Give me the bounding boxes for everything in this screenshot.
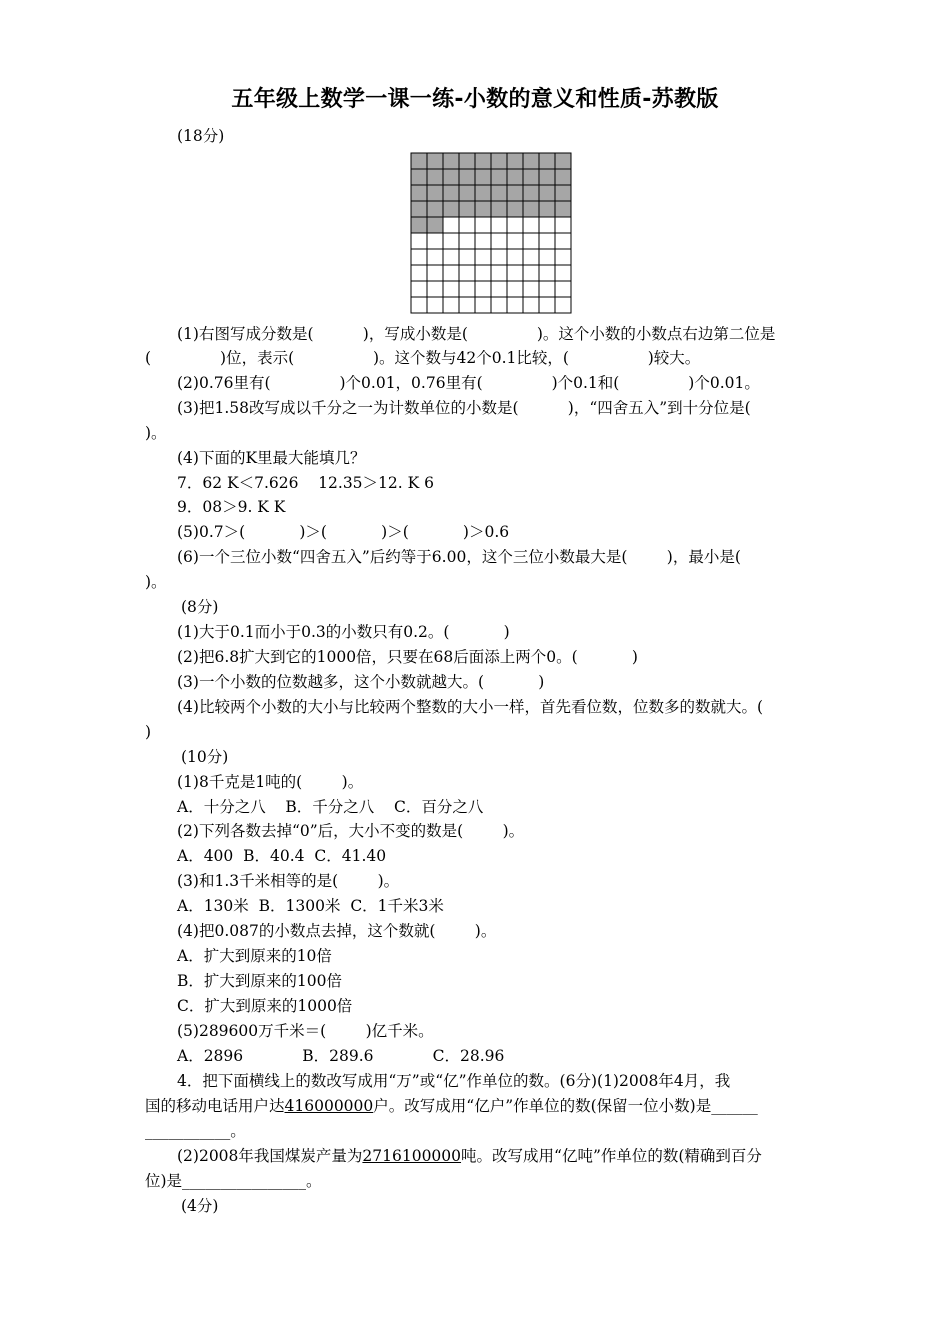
s4-line4-suffix: 吨。改写成用“亿吨”作单位的数(精确到百分 [461,1147,762,1165]
grid-cell [427,249,443,265]
shaded-cell [427,169,443,185]
s1-q4-item2: 9．08＞9. K K [177,498,286,516]
shaded-cell [411,185,427,201]
grid-cell [459,265,475,281]
shaded-cell [427,217,443,233]
grid-cell [443,297,459,313]
shaded-cell [475,201,491,217]
s4-line1: 4．把下面横线上的数改写成用“万”或“亿”作单位的数。(6分)(1)2008年4月，我 [177,1072,731,1090]
s4-line2-suffix: 户。改写成用“亿户”作单位的数(保留一位小数)是______ [373,1097,758,1115]
grid-cell [475,265,491,281]
shaded-cell [555,169,571,185]
grid-cell [507,297,523,313]
coal-output-number: 2716100000 [362,1147,462,1165]
s3-q3-options: A．130米 B．1300米 C．1千米3米 [177,897,444,915]
grid-cell [459,281,475,297]
shaded-cell [507,185,523,201]
s2-q4-line2: ) [145,723,152,741]
s3-q3: (3)和1.3千米相等的是( )。 [177,872,400,890]
section5-score: (4分) [181,1197,219,1215]
grid-cell [475,249,491,265]
shaded-cell [491,201,507,217]
grid-cell [475,281,491,297]
s3-q1: (1)8千克是1吨的( )。 [177,773,364,791]
grid-cell [411,281,427,297]
shaded-cell [555,201,571,217]
s3-q2: (2)下列各数去掉“0”后，大小不变的数是( )。 [177,822,525,840]
grid-cell [523,297,539,313]
grid-cell [443,233,459,249]
shaded-cell [443,153,459,169]
shaded-cell [475,153,491,169]
grid-cell [539,249,555,265]
s4-line3: ___________。 [145,1122,246,1140]
shaded-cell [411,201,427,217]
shaded-cell [475,169,491,185]
grid-cell [427,297,443,313]
s1-q4: (4)下面的K里最大能填几？ [177,449,366,467]
s1-q1-line1: (1)右图写成分数是( )，写成小数是( )。这个小数的小数点右边第二位是 [177,325,776,343]
grid-cell [507,233,523,249]
s3-q2-options: A．400 B．40.4 C．41.40 [177,847,387,865]
hundred-grid [410,152,574,316]
grid-cell [507,217,523,233]
shaded-cell [443,185,459,201]
s4-line2-prefix: 国的移动电话用户达 [145,1097,285,1115]
shaded-cell [459,201,475,217]
grid-cell [443,281,459,297]
grid-cell [491,217,507,233]
grid-cell [523,249,539,265]
shaded-cell [539,153,555,169]
shaded-cell [411,169,427,185]
shaded-cell [507,169,523,185]
grid-cell [507,265,523,281]
shaded-cell [443,201,459,217]
grid-cell [539,217,555,233]
s2-q1: (1)大于0.1而小于0.3的小数只有0.2。( ) [177,623,510,641]
shaded-cell [427,201,443,217]
grid-cell [459,249,475,265]
grid-cell [523,281,539,297]
shaded-cell [475,185,491,201]
s1-q6-line1: (6)一个三位小数“四舍五入”后约等于6.00，这个三位小数最大是( )，最小是( [177,548,741,566]
s4-line5: 位)是________________。 [145,1172,322,1190]
grid-cell [523,217,539,233]
grid-cell [539,281,555,297]
grid-cell [555,233,571,249]
s4-line2 [145,1096,810,1116]
shaded-cell [539,185,555,201]
s1-q3-line1: (3)把1.58改写成以千分之一为计数单位的小数是( )，“四舍五入”到十分位是( [177,399,751,417]
shaded-cell [427,185,443,201]
shaded-cell [443,169,459,185]
shaded-cell [555,153,571,169]
s1-q5: (5)0.7＞( )＞( )＞( )＞0.6 [177,523,510,541]
section1-score: (18分) [177,127,225,145]
grid-cell [555,297,571,313]
grid-cell [539,297,555,313]
s1-q3-line2: )。 [145,424,167,442]
shaded-cell [555,185,571,201]
shaded-cell [491,153,507,169]
grid-cell [539,233,555,249]
grid-cell [411,233,427,249]
s4-line4-prefix: (2)2008年我国煤炭产量为 [177,1147,363,1165]
grid-cell [427,265,443,281]
grid-cell [427,281,443,297]
shaded-cell [411,153,427,169]
grid-cell [491,297,507,313]
grid-cell [459,297,475,313]
grid-cell [491,233,507,249]
shaded-cell [507,201,523,217]
s3-q1-options: A．十分之八 B．千分之八 C．百分之八 [177,798,484,816]
s3-q4: (4)把0.087的小数点去掉，这个数就( )。 [177,922,497,940]
s1-q6-line2: )。 [145,573,167,591]
grid-cell [411,249,427,265]
grid-cell [507,281,523,297]
s2-q4-line1: (4)比较两个小数的大小与比较两个整数的大小一样，首先看位数，位数多的数就大。( [177,698,764,716]
shaded-cell [491,169,507,185]
grid-cell [443,217,459,233]
s1-q2: (2)0.76里有( )个0.01，0.76里有( )个0.1和( )个0.01。 [177,374,760,392]
grid-cell [523,233,539,249]
shaded-cell [523,153,539,169]
shaded-cell [459,169,475,185]
grid-cell [491,265,507,281]
grid-cell [475,217,491,233]
s4-line4 [177,1146,842,1166]
shaded-cell [523,169,539,185]
section2-score: (8分) [181,598,219,616]
grid-cell [555,249,571,265]
s3-q4-option-a: A．扩大到原来的10倍 [177,947,332,965]
shaded-cell [491,185,507,201]
grid-cell [555,281,571,297]
grid-cell [411,297,427,313]
grid-cell [491,249,507,265]
grid-cell [523,265,539,281]
shaded-cell [523,201,539,217]
shaded-cell [539,201,555,217]
s2-q3: (3)一个小数的位数越多，这个小数就越大。( ) [177,673,545,691]
grid-cell [427,233,443,249]
shaded-cell [459,185,475,201]
s3-q4-option-c: C．扩大到原来的1000倍 [177,997,353,1015]
s3-q4-option-b: B．扩大到原来的100倍 [177,972,342,990]
grid-cell [459,233,475,249]
grid-cell [459,217,475,233]
shaded-cell [459,153,475,169]
s3-q5-options: A．2896 B．289.6 C．28.96 [177,1047,505,1065]
grid-cell [555,217,571,233]
section3-score: (10分) [181,748,229,766]
shaded-cell [411,217,427,233]
shaded-cell [427,153,443,169]
grid-cell [539,265,555,281]
grid-cell [443,265,459,281]
grid-cell [475,297,491,313]
shaded-cell [539,169,555,185]
grid-cell [491,281,507,297]
s2-q2: (2)把6.8扩大到它的1000倍，只要在68后面添上两个0。( ) [177,648,638,666]
mobile-users-number: 416000000 [284,1097,374,1115]
s1-q4-item1: 7．62 K＜7.626 12.35＞12. K 6 [177,474,434,492]
s1-q1-line2: ( )位，表示( )。这个数与42个0.1比较，( )较大。 [145,349,701,367]
grid-cell [443,249,459,265]
shaded-cell [523,185,539,201]
page-title: 五年级上数学一课一练-小数的意义和性质-苏教版 [231,87,719,112]
grid-cell [555,265,571,281]
grid-cell [411,265,427,281]
shaded-cell [507,153,523,169]
grid-cell [475,233,491,249]
s3-q5: (5)289600万千米＝( )亿千米。 [177,1022,434,1040]
grid-cell [507,249,523,265]
